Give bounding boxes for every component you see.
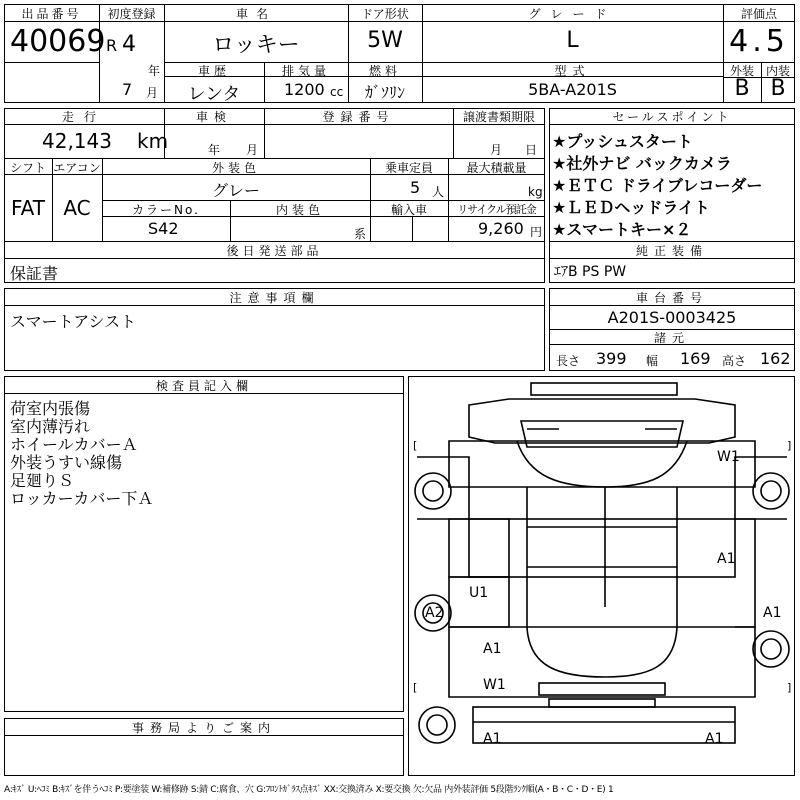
sales-point-item: ★プッシュスタート bbox=[552, 132, 693, 151]
month-unit: 月 bbox=[146, 86, 159, 100]
year-unit: 年 bbox=[148, 64, 161, 78]
int-color-label: 内装色 bbox=[275, 203, 324, 217]
grade: L bbox=[566, 28, 579, 53]
chassis-number: A201S-0003425 bbox=[607, 308, 737, 327]
interior-grade: B bbox=[770, 76, 786, 101]
bracket-mark: [ bbox=[413, 681, 418, 694]
door-type: 5W bbox=[367, 28, 403, 53]
load-unit: kg bbox=[528, 185, 543, 199]
legend: A:ｷｽﾞ U:ﾍｺﾐ B:ｷｽﾞを伴うﾍｺﾐ P:要塗装 W:補修跡 S:錆 C:腐食、穴 G:ﾌﾛﾝﾄｶﾞﾗｽ点ｷｽﾞ XX:交換済み X:要交換 欠:欠品 内外装評価 5段階ﾗﾝｸ順(A・B・C・D・E) 1 bbox=[4, 785, 614, 795]
sales-point-item: ★スマートキー×２ bbox=[552, 220, 692, 239]
inspection-month-unit: 月 bbox=[246, 143, 259, 157]
mileage: 42,143 bbox=[42, 129, 112, 153]
sales-points-label: セールスポイント bbox=[612, 110, 732, 124]
mark-a1-right: A1 bbox=[763, 605, 782, 621]
exterior-grade: B bbox=[734, 76, 750, 101]
exterior-label: 外装 bbox=[729, 64, 754, 78]
recycle: 9,260 bbox=[478, 219, 524, 238]
inspection-year-unit: 年 bbox=[208, 143, 221, 157]
bracket-mark: ] bbox=[787, 681, 792, 694]
ext-color: グレー bbox=[211, 181, 260, 200]
ac: AC bbox=[63, 196, 91, 220]
sales-point-item: ★ＬＥＤヘッドライト bbox=[552, 198, 710, 217]
car-diagram bbox=[408, 376, 795, 776]
mileage-label: 走行 bbox=[61, 110, 106, 124]
later-parts: 保証書 bbox=[10, 264, 59, 283]
score: 4.5 bbox=[729, 24, 789, 59]
equipment: ｴｱB PS PW bbox=[554, 264, 627, 280]
equipment-label: 純正装備 bbox=[635, 244, 708, 258]
history-label: 車歴 bbox=[197, 64, 230, 78]
mark-w1-top: W1 bbox=[717, 449, 740, 465]
capacity-unit: 人 bbox=[432, 185, 445, 199]
capacity-label: 乗車定員 bbox=[384, 161, 433, 175]
inspector-label: 検査員記入欄 bbox=[155, 379, 252, 393]
history: レンタ bbox=[187, 84, 241, 105]
mark-a1-br: A1 bbox=[705, 731, 724, 747]
transfer-label: 譲渡書類期限 bbox=[462, 110, 535, 124]
capacity: 5 bbox=[410, 178, 421, 197]
mark-a1-left: A1 bbox=[483, 641, 502, 657]
displacement-label: 排気量 bbox=[281, 64, 330, 78]
office-label: 事務局よりご案内 bbox=[131, 721, 276, 735]
first-reg-label: 初度登録 bbox=[107, 7, 156, 21]
mark-a2: A2 bbox=[425, 605, 444, 621]
transfer-month-unit: 月 bbox=[490, 143, 503, 157]
import-label: 輸入車 bbox=[390, 203, 427, 217]
recycle-unit: 円 bbox=[530, 225, 543, 239]
shift: FAT bbox=[10, 196, 45, 220]
mark-w1-left: W1 bbox=[483, 677, 506, 693]
notes-label: 注意事項欄 bbox=[229, 291, 320, 305]
recycle-label: リサイクル預託金 bbox=[457, 203, 536, 216]
sales-point-item: ★社外ナビ バックカメラ bbox=[552, 154, 732, 173]
length-label: 長さ bbox=[556, 354, 581, 368]
chassis-label: 車台番号 bbox=[635, 291, 708, 305]
int-color-unit: 系 bbox=[354, 227, 367, 241]
reg-year: 4 bbox=[122, 32, 136, 57]
displacement-unit: cc bbox=[330, 85, 344, 99]
score-label: 評価点 bbox=[740, 7, 777, 21]
transfer-day-unit: 日 bbox=[525, 143, 538, 157]
car-diagram-svg bbox=[409, 377, 796, 777]
inspector-line: ホイールカバーＡ bbox=[10, 435, 138, 454]
inspector-line: 外装うすい線傷 bbox=[10, 453, 123, 472]
lot-number: 40069 bbox=[10, 24, 106, 59]
bracket-mark: [ bbox=[413, 439, 418, 452]
inspector-line: 室内薄汚れ bbox=[10, 417, 91, 436]
fuel: ｶﾞｿﾘﾝ bbox=[364, 83, 405, 102]
height: 162 bbox=[760, 349, 791, 368]
ext-color-label: 外装色 bbox=[211, 161, 260, 175]
length: 399 bbox=[596, 349, 627, 368]
ac-label: エアコン bbox=[53, 161, 101, 175]
later-parts-label: 後日発送部品 bbox=[226, 244, 323, 258]
shift-label: シフト bbox=[9, 161, 46, 175]
sales-point-item: ★ＥＴＣ ドライブレコーダー bbox=[552, 176, 763, 195]
mark-u1: U1 bbox=[469, 585, 489, 601]
mark-a1-bl: A1 bbox=[483, 731, 502, 747]
inspector-line: 足廻りＳ bbox=[10, 471, 75, 490]
inspection-label: 車検 bbox=[195, 110, 232, 124]
interior-label: 内装 bbox=[765, 64, 790, 78]
lot-label: 出品番号 bbox=[21, 7, 82, 21]
spec-label: 諸元 bbox=[653, 331, 690, 345]
door-label: ドア形状 bbox=[361, 7, 409, 21]
width: 169 bbox=[680, 349, 711, 368]
color-no-label: カラーNo. bbox=[132, 203, 200, 217]
notes: スマートアシスト bbox=[10, 312, 137, 331]
color-no: S42 bbox=[148, 219, 179, 238]
inspector-line: 荷室内張傷 bbox=[10, 399, 91, 418]
car-name-label: 車名 bbox=[235, 7, 276, 21]
mileage-unit: km bbox=[137, 129, 169, 153]
grade-label: グレード bbox=[528, 7, 617, 21]
inspector-line: ロッカーカバー下Ａ bbox=[10, 489, 154, 508]
displacement: 1200 bbox=[284, 80, 325, 99]
bracket-mark: ] bbox=[787, 439, 792, 452]
model: 5BA-A201S bbox=[528, 80, 617, 99]
fuel-label: 燃料 bbox=[368, 64, 401, 78]
height-label: 高さ bbox=[722, 354, 747, 368]
era: R bbox=[106, 36, 118, 55]
car-name: ロッキー bbox=[212, 33, 300, 58]
reg-no-label: 登録番号 bbox=[322, 110, 395, 124]
reg-month: 7 bbox=[122, 80, 133, 99]
width-label: 幅 bbox=[646, 354, 659, 368]
mark-a1-rdoor: A1 bbox=[717, 551, 736, 567]
load-label: 最大積載量 bbox=[466, 161, 527, 175]
model-label: 型式 bbox=[554, 64, 591, 78]
